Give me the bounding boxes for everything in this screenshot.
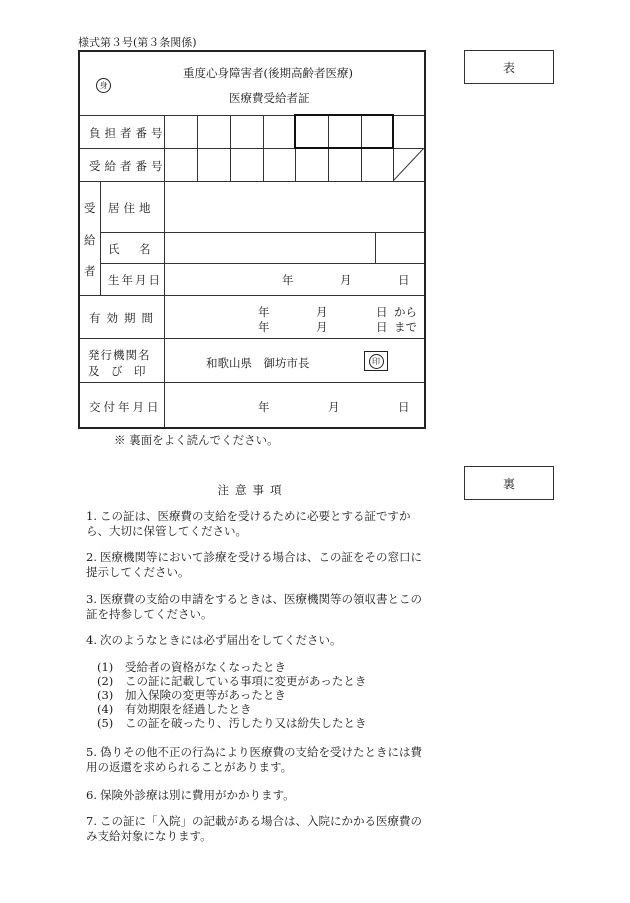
card-title-line1: 重度心身障害者(後期高齢者医療) [183, 66, 353, 80]
void-cell-slash [393, 148, 424, 181]
validity-to-suffix: まで [394, 320, 417, 334]
sub-item-4 [97, 703, 252, 716]
issuer-label-line1: 発行機関名 [88, 348, 151, 362]
card-title-line2: 医療費受給者証 [229, 91, 310, 105]
insurer-number-label: 負担者番号 [89, 126, 167, 140]
validity-from-year-unit: 年 [258, 305, 270, 319]
validity-label: 有効期間 [89, 311, 159, 325]
recipient-group-char-2: 給 [84, 233, 96, 247]
note-num: 6. [86, 788, 97, 802]
validity-from-month-unit: 月 [316, 305, 328, 319]
insurer-number-highlight [294, 114, 394, 149]
sub-num: (3) [97, 688, 114, 702]
notes-title: 注意事項 [217, 483, 288, 497]
dob-day-unit: 日 [398, 273, 410, 287]
sub-text: この証を破ったり、汚したり又は紛失したとき [125, 716, 367, 730]
note-text: 医療費の支給の申請をするときは、医療機関等の領収書とこの証を持参してください。 [86, 592, 422, 621]
issue-day-unit: 日 [398, 400, 410, 414]
validity-to-day-unit: 日 [376, 320, 388, 334]
note-num: 3. [86, 592, 97, 606]
recipient-group-char-1: 受 [84, 201, 96, 215]
sub-text: 受給者の資格がなくなったとき [125, 660, 286, 674]
note-text: 保険外診療は別に費用がかかります。 [100, 788, 295, 802]
note-text: この証は、医療費の支給を受けるために必要とする証ですから、大切に保管してください。 [86, 509, 411, 538]
read-back-note: ※ 裏面をよく読んでください。 [114, 433, 279, 447]
note-text: 次のようなときには必ず届出をしてください。 [100, 633, 342, 647]
issue-date-label: 交付年月日 [89, 400, 162, 414]
sub-num: (5) [97, 716, 114, 730]
note-item-1 [86, 509, 431, 539]
sub-num: (4) [97, 702, 114, 716]
note-text: 医療機関等において診療を受ける場合は、この証をその窓口に提示してください。 [86, 550, 422, 579]
recipient-group-char-3: 者 [84, 264, 96, 278]
validity-to-year-unit: 年 [258, 320, 270, 334]
note-num: 2. [86, 550, 97, 564]
note-num: 5. [86, 745, 97, 759]
issuer-name: 和歌山県 御坊市長 [206, 356, 310, 370]
form-number-label: 様式第３号(第３条関係) [78, 36, 197, 49]
note-num: 1. [86, 509, 97, 523]
issuer-label-line2: 及 び 印 [88, 364, 146, 378]
dob-label: 生年月日 [108, 273, 162, 287]
recipient-number-label: 受給者番号 [89, 159, 167, 173]
disability-mark-icon: 身 [96, 78, 111, 93]
sub-item-5 [97, 717, 367, 730]
back-side-label: 裏 [464, 466, 554, 500]
note-text: 偽りその他不正の行為により医療費の支給を受けたときには費用の返還を求められることがあります。 [86, 745, 422, 774]
sub-text: 有効期限を経過したとき [125, 702, 252, 716]
sub-item-2 [97, 675, 366, 688]
validity-from-day-unit: 日 [376, 305, 388, 319]
sub-item-1 [97, 661, 286, 674]
note-item-3 [86, 592, 431, 622]
sub-text: この証に記載している事項に変更があったとき [125, 674, 367, 688]
sub-num: (2) [97, 674, 114, 688]
address-label: 居住地 [108, 201, 155, 215]
sub-num: (1) [97, 660, 114, 674]
issue-month-unit: 月 [328, 400, 340, 414]
note-num: 4. [86, 633, 97, 647]
validity-from-suffix: から [394, 305, 417, 319]
sub-text: 加入保険の変更等があったとき [125, 688, 286, 702]
certificate-card [78, 50, 426, 429]
note-num: 7. [86, 814, 97, 828]
note-text: この証に「入院」の記載がある場合は、入院にかかる医療費のみ支給対象になります。 [86, 814, 422, 843]
dob-month-unit: 月 [340, 273, 352, 287]
sub-item-3 [97, 689, 286, 702]
note-item-4 [86, 633, 431, 648]
note-item-7 [86, 814, 431, 844]
validity-to-month-unit: 月 [316, 320, 328, 334]
note-item-2 [86, 550, 431, 580]
dob-year-unit: 年 [282, 273, 294, 287]
note-item-5 [86, 745, 431, 775]
front-side-label: 表 [464, 50, 554, 84]
note-item-6 [86, 788, 431, 803]
seal-char: 印 [369, 354, 384, 369]
name-label: 氏 名 [108, 242, 155, 256]
official-seal-icon [364, 351, 388, 371]
issue-year-unit: 年 [258, 400, 270, 414]
